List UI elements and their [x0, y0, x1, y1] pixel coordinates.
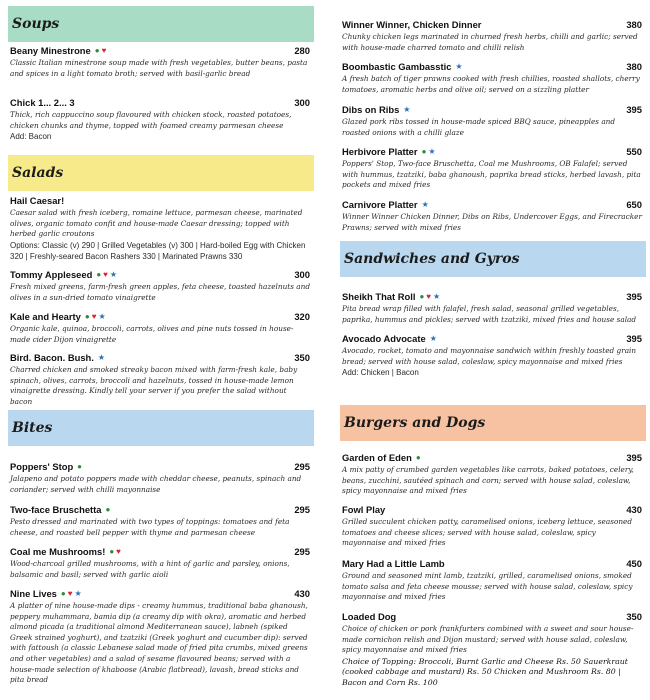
- menu-item: [342, 103, 642, 138]
- item-price: 350: [294, 352, 310, 363]
- star-icon: ★: [97, 352, 106, 362]
- section-title-bites: Bites: [12, 420, 53, 436]
- section-banner-salads: [8, 155, 314, 191]
- leaf-icon: ●: [419, 291, 425, 301]
- item-price: 430: [626, 504, 642, 515]
- leaf-icon: ●: [109, 546, 115, 556]
- item-topping-choices: Choice of Topping: Broccoli, Burnt Garlic and Cheese Rs. 50 Sauerkraut (cooked cabbage and mustard) Rs. 50 Chicken and Mushroom Rs. 80 | Bacon and Corn Rs. 100: [342, 656, 628, 687]
- item-description: Pesto dressed and marinated with two types of toppings: tomatoes and feta cheese, and roasted bell pepper with thyme and parmesan cheese: [10, 517, 290, 537]
- menu-item: [342, 451, 642, 497]
- menu-item: [10, 194, 310, 262]
- heart-icon: ♥: [91, 311, 97, 321]
- star-icon: ★: [109, 269, 118, 279]
- item-description: Winner Winner Chicken Dinner, Dibs on Ribs, Undercover Eggs, and Firecracker Prawns; served with mixed fries: [342, 212, 642, 232]
- item-description: Charred chicken and smoked streaky bacon mixed with farm-fresh kale, baby spinach, olives, carrots, broccoli and hazelnuts, tossed in house-made lemon vinaigrette dressing. Kindly tell your server if you prefer the salad without bacon: [10, 365, 298, 406]
- item-description: Avocado, rocket, tomato and mayonnaise sandwich within freshly toasted grain bread; served with house salad, coleslaw, spicy mayonnaise and mixed fries: [342, 346, 637, 366]
- menu-item: [342, 290, 642, 325]
- item-description: Grilled succulent chicken patty, caramelised onions, iceberg lettuce, seasoned tomatoes and cheese slices; served with house salad, coleslaw, spicy mayonnaise and mixed fries: [342, 517, 633, 548]
- item-name: Garden of Eden: [342, 452, 412, 463]
- heart-icon: ♥: [101, 45, 107, 55]
- menu-item: [342, 145, 642, 191]
- menu-item: [10, 268, 310, 303]
- item-description: Wood-charcoal grilled mushrooms, with a hint of garlic and parsley, onions, balsamic and basil; served with garlic aioli: [10, 559, 290, 579]
- menu-item: [342, 610, 642, 688]
- star-icon: ★: [455, 61, 463, 71]
- section-banner-bites: [8, 410, 314, 446]
- item-price: 395: [626, 333, 642, 344]
- leaf-icon: ●: [84, 311, 90, 321]
- item-description: Fresh mixed greens, farm-fresh green apples, feta cheese, toasted hazelnuts and olives in a sun-dried tomato vinaigrette: [10, 282, 310, 302]
- item-name: Carnivore Platter: [342, 199, 418, 210]
- menu-item: [342, 557, 642, 603]
- item-name: Chick 1... 2... 3: [10, 97, 75, 108]
- item-description: Ground and seasoned mint lamb, tzatziki, grilled, caramelised onions, smoked tomato salsa and feta cheese mousse; served with house salad, coleslaw, spicy mayonnaise and mixed fries: [342, 571, 633, 602]
- item-name: Poppers' Stop: [10, 461, 74, 472]
- item-price: 430: [294, 588, 310, 599]
- item-price: 350: [626, 611, 642, 622]
- item-description: A mix patty of crumbed garden vegetables like carrots, baked potatoes, celery, beans, zucchini, sautéed spinach and corn; served with house salad, coleslaw, spicy mayonnaise and mixed fries: [342, 465, 634, 496]
- section-banner-soups: [8, 6, 314, 42]
- item-name: Winner Winner, Chicken Dinner: [342, 19, 482, 30]
- item-price: 650: [626, 199, 642, 210]
- item-description: Classic Italian minestrone soup made with fresh vegetables, butter beans, pasta and spices in a light tomato broth; served with basil-garlic bread: [10, 58, 308, 78]
- item-price: 295: [294, 504, 310, 515]
- item-description: Jalapeno and potato poppers made with cheddar cheese, peanuts, spinach and coriander; served with chilli mayonnaise: [10, 474, 302, 494]
- section-title-sandwiches: Sandwiches and Gyros: [344, 251, 520, 267]
- menu-item: [10, 460, 310, 495]
- item-price: 280: [294, 45, 310, 56]
- item-name: Hail Caesar!: [10, 195, 65, 206]
- menu-item: [10, 310, 310, 345]
- leaf-icon: ●: [105, 504, 111, 514]
- heart-icon: ♥: [426, 291, 432, 301]
- section-title-soups: Soups: [12, 16, 60, 32]
- item-name: Boombastic Gambasstic: [342, 61, 452, 72]
- item-description: Thick, rich cappuccino soup flavoured with chicken stock, roasted potatoes, chicken chunks and thyme, topped with foamed creamy parmesan cheese: [10, 110, 292, 130]
- leaf-icon: ●: [77, 461, 83, 471]
- leaf-icon: ●: [94, 45, 100, 55]
- heart-icon: ♥: [116, 546, 121, 556]
- item-description: A platter of nine house-made dips - creamy hummus, traditional baba ghanoush, peppery muhammara, bamia dip (a creamy dip with okra), aromatic and herbed almond picada (a traditional almond Mediterranean sauce), labneh (spiked Greek strained yoghurt), and tzatziki (Greek yoghurt and cucumber dip): served with fattoush (a classic Lebanese salad made of fried pita crumbs, mixed greens and other vegetables) and a salad of sesame flavoured beans; served with a house-made selection of khaboose (Arabic flatbread), lavash, bread sticks and pita bread: [10, 601, 308, 685]
- item-price: 300: [294, 97, 310, 108]
- item-price: 450: [626, 558, 642, 569]
- menu-item: [342, 18, 642, 53]
- item-name: Beany Minestrone: [10, 45, 91, 56]
- heart-icon: ♥: [67, 588, 73, 598]
- star-icon: ★: [421, 199, 429, 209]
- menu-item: [342, 60, 642, 95]
- heart-icon: ♥: [103, 269, 108, 279]
- item-name: Fowl Play: [342, 504, 386, 515]
- item-name: Two-face Bruschetta: [10, 504, 102, 515]
- star-icon: ★: [429, 333, 437, 343]
- item-name: Kale and Hearty: [10, 311, 81, 322]
- item-options: Options: Classic (v) 290 | Grilled Vegetables (v) 300 | Hard-boiled Egg with Chicken 320 | Freshly-seared Bacon Rashers 330 | Marinated Prawns 330: [10, 240, 306, 261]
- item-name: Dibs on Ribs: [342, 104, 400, 115]
- leaf-icon: ●: [60, 588, 66, 598]
- item-price: 380: [626, 61, 642, 72]
- item-name: Nine Lives: [10, 588, 57, 599]
- item-addon: Add: Chicken | Bacon: [342, 368, 419, 378]
- item-description: Poppers' Stop, Two-face Bruschetta, Coal me Mushrooms, OB Falafel; served with hummus, tzatziki, baba ghanoush, paprika bread sticks, herbed lavash, pita pockets and mixed fries: [342, 159, 641, 190]
- item-description: Pita bread wrap filled with falafel, fresh salad, seasonal grilled vegetables, paprika, hummus and pickles; served with tzatziki, mixed fries and house salad: [342, 304, 637, 324]
- leaf-icon: ●: [96, 269, 102, 279]
- leaf-icon: ●: [415, 452, 421, 462]
- item-name: Mary Had a Little Lamb: [342, 558, 445, 569]
- star-icon: ★: [74, 588, 82, 598]
- menu-item: [10, 96, 310, 142]
- star-icon: ★: [403, 104, 411, 114]
- item-name: Sheikh That Roll: [342, 291, 416, 302]
- section-title-burgers: Burgers and Dogs: [344, 415, 486, 431]
- menu-item: [10, 587, 310, 686]
- item-description: Choice of chicken or pork frankfurters combined with a sweet and sour house-made cornichon relish and Dijon mustard; served with house salad, coleslaw, spicy mayonnaise and mixed fries: [342, 624, 634, 655]
- item-price: 395: [626, 291, 642, 302]
- item-name: Avocado Advocate: [342, 333, 426, 344]
- item-description: Organic kale, quinoa, broccoli, carrots, olives and pine nuts tossed in house-made cider Dijon vinaigrette: [10, 324, 294, 344]
- item-price: 550: [626, 146, 642, 157]
- menu-item: [10, 351, 310, 407]
- item-name: Bird. Bacon. Bush.: [10, 352, 94, 363]
- item-price: 295: [294, 546, 310, 557]
- item-name: Herbivore Platter: [342, 146, 418, 157]
- item-name: Loaded Dog: [342, 611, 397, 622]
- item-description: A fresh batch of tiger prawns cooked with fresh chillies, roasted shallots, cherry tomatoes, aromatic herbs and olive oil; served on a sizzling platter: [342, 74, 640, 94]
- item-addon: Add: Bacon: [10, 132, 52, 142]
- item-description: Chunky chicken legs marinated in churned fresh herbs, chilli and garlic; served with house-made charred tomato and chilli relish: [342, 32, 638, 52]
- section-banner-burgers: [340, 405, 646, 441]
- leaf-icon: ●: [421, 146, 427, 156]
- star-icon: ★: [433, 291, 441, 301]
- item-name: Tommy Appleseed: [10, 269, 93, 280]
- menu-item: [10, 545, 310, 580]
- menu-item: [10, 503, 310, 538]
- menu-item: [342, 332, 642, 378]
- menu-item: [342, 503, 642, 549]
- item-price: 295: [294, 461, 310, 472]
- menu-item: [342, 198, 642, 233]
- item-price: 395: [626, 452, 642, 463]
- star-icon: ★: [428, 146, 436, 156]
- menu-item: [10, 44, 310, 79]
- item-price: 395: [626, 104, 642, 115]
- section-banner-sandwiches: [340, 241, 646, 277]
- item-description: Caesar salad with fresh iceberg, romaine lettuce, parmesan cheese, marinated olives, organic tomato confit and house-made Caesar dressing; topped with herbed garlic croutons: [10, 208, 303, 239]
- star-icon: ★: [98, 311, 106, 321]
- item-price: 300: [294, 269, 310, 280]
- item-price: 380: [626, 19, 642, 30]
- section-title-salads: Salads: [12, 165, 64, 181]
- item-price: 320: [294, 311, 310, 322]
- item-name: Coal me Mushrooms!: [10, 546, 106, 557]
- item-description: Glazed pork ribs tossed in house-made spiced BBQ sauce, pineapples and roasted onions with a chilli glaze: [342, 117, 616, 137]
